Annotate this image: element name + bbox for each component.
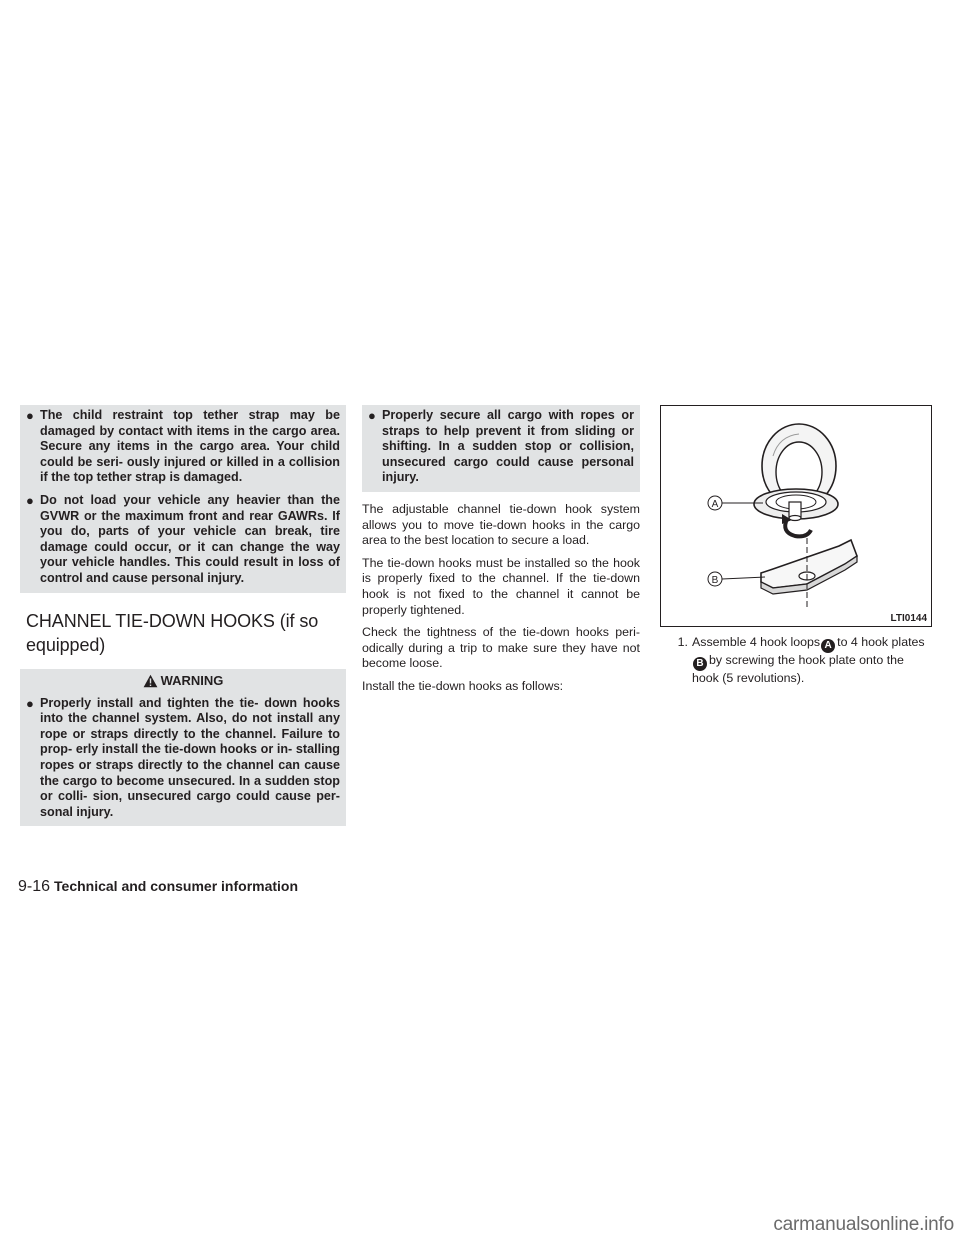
watermark: carmanualsonline.info: [773, 1214, 954, 1235]
warning-bullet: [26, 493, 340, 587]
figure-code: LTI0144: [890, 613, 927, 624]
figure-label-b: B: [711, 575, 719, 586]
chapter-title: Technical and consumer information: [54, 878, 299, 894]
column-right: [660, 405, 934, 687]
figure-label-a: A: [711, 499, 719, 510]
warning-bullet: [26, 408, 340, 486]
marker-b-icon: B: [693, 657, 707, 671]
warning-triangle-icon: [143, 674, 158, 688]
warning-bullet: [26, 696, 340, 821]
body-paragraph: The adjustable channel tie-down hook system allows you to move tie-down hooks in the cargo area to the best location to secure a load.: [362, 501, 640, 548]
column-left: [20, 405, 346, 826]
section-title: CHANNEL TIE-DOWN HOOKS (if so equipped): [26, 610, 319, 655]
bullet-text: Properly install and tighten the tie- down hooks into the channel system. Also, do not install any rope or straps directly to the channel. Failure to prop- erly install the tie-down hooks or in- stalling ropes or straps directly to the channel can cause the cargo to become unsecured. In a sudden stop or colli- sion, unsecured cargo could cause per- sonal injury.: [40, 695, 340, 819]
bullet-mark: ●: [26, 408, 34, 423]
body-paragraph: The tie-down hooks must be installed so the hook is properly fixed to the channel. If the tie-down hook is not fixed to the channel it cannot be properly tightened.: [362, 555, 640, 617]
body-paragraph: Install the tie-down hooks as follows:: [362, 678, 564, 693]
marker-a-icon: A: [821, 639, 835, 653]
bullet-mark: ●: [368, 408, 376, 423]
bullet-mark: ●: [26, 695, 34, 711]
bullet-text: Properly secure all cargo with ropes or straps to help prevent it from sliding or shifting. In a sudden stop or collision, unsecured cargo could cause personal injury.: [382, 408, 634, 485]
bullet-mark: ●: [26, 492, 34, 508]
page-footer: [18, 878, 298, 896]
hook-illustration: [660, 405, 932, 627]
step-text-part: to 4 hook plates: [837, 635, 925, 649]
step-number: 1.: [677, 635, 688, 649]
page-number: 9-16: [18, 878, 51, 895]
warning-box: [20, 669, 346, 827]
step-text-part: Assemble 4 hook loops: [692, 635, 821, 649]
step-text: [692, 635, 934, 687]
warning-header: [20, 669, 346, 693]
body-paragraph: Check the tightness of the tie-down hooks peri- odically during a trip to make sure they have not become loose.: [362, 625, 640, 671]
tie-down-hook-diagram: [661, 406, 930, 625]
warning-label: WARNING: [160, 673, 224, 689]
bullet-text: The child restraint top tether strap may be damaged by contact with items in the cargo area. Secure any items in the cargo area. Your child could be seri- ously injured or killed in a collision if the top tether strap is damaged.: [40, 408, 340, 485]
step-text-part: by screwing the hook plate onto the hook (5 revolutions).: [692, 653, 904, 685]
instruction-step: [660, 635, 934, 687]
bullet-text: Do not load your vehicle any heavier than the GVWR or the maximum front and rear GAWRs. If you do, parts of your vehicle can break, tire damage could occur, or it can change the way your vehicle handles. This could result in loss of control and cause personal injury.: [40, 492, 340, 585]
warning-continued-box: [20, 405, 346, 593]
warning-continued-box: [362, 405, 640, 492]
column-middle: [362, 405, 640, 695]
warning-bullet: [368, 408, 634, 486]
